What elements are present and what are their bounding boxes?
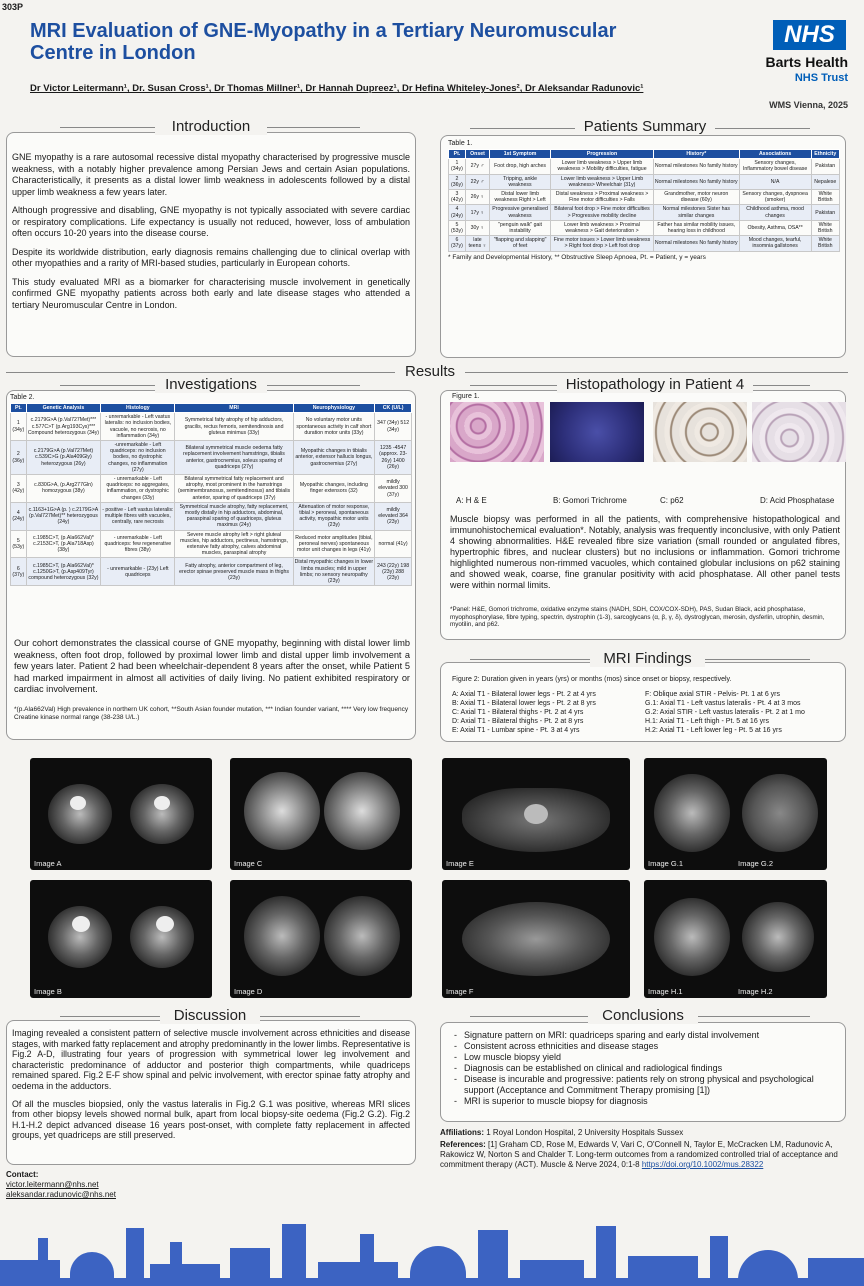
table-cell: N/A [739, 174, 811, 189]
table-cell: Normal milestones Sister has similar changes [653, 205, 739, 220]
table-cell: Normal milestones No family history [653, 159, 739, 174]
image-g2-label: Image G.2 [738, 859, 774, 868]
table-header-cell: Ethnicity [811, 150, 839, 159]
table-cell: mildly elevated 364 (23y) [375, 502, 412, 530]
left-thigh-section [244, 896, 320, 976]
table-header-cell: History* [653, 150, 739, 159]
introduction-text [12, 152, 410, 318]
table-cell: 4 (24y) [449, 205, 466, 220]
table-cell: White British [811, 220, 839, 235]
table-cell: mildly elevated 300 (37y) [375, 475, 412, 503]
poster-title: MRI Evaluation of GNE-Myopathy in a Tertiary Neuromuscular Centre in London [30, 20, 617, 64]
contact-email-1[interactable]: victor.leitermann@nhs.net [6, 1180, 99, 1189]
mri-image-c [230, 758, 412, 870]
table-cell: 5 (53y) [449, 220, 466, 235]
table-cell: Sensory changes, dyspnoea (smoker) [739, 190, 811, 205]
table-cell: Grandmother, motor neuron disease (60y) [653, 190, 739, 205]
table-header-cell: Associations [739, 150, 811, 159]
results-heading: Results [395, 363, 465, 380]
gomori-label: B: Gomori Trichrome [553, 496, 627, 505]
table-cell: 1 (34y) [11, 413, 27, 441]
right-thigh-section [324, 772, 400, 850]
investigation-row [11, 502, 412, 530]
table-cell: - unremarkable - Left vastus lateralis: no inclusion bodies, vacuole, no necrosis, no inflammation (34y) [101, 413, 175, 441]
mri-image-a [30, 758, 212, 870]
conclusions-list [454, 1030, 840, 1107]
table-cell: 1235 -4547 (approx. 23-26y) 1400 (26y) [375, 441, 412, 475]
table-cell: Bilateral foot drop > Fine motor difficulties > Progressive mobility decline [551, 205, 654, 220]
table-cell: White British [811, 236, 839, 251]
investigations-table [10, 403, 412, 586]
patient-row [449, 190, 840, 205]
image-h2-label: Image H.2 [738, 987, 773, 996]
discussion-text [12, 1028, 410, 1148]
discussion-paragraph-2: Of all the muscles biopsied, only the vastus lateralis in Fig.2 G.1 was positive, whereas MRI slices from other biopsy levels showed normal bulk, apart from local biopsy-site oedema (Fig.2 G.2). Fig.2 H.1-H.2 depict advanced disease 16 years post-onset, with complete fatty replacement in affected groups, yet quadriceps are still preserved. [12, 1098, 410, 1141]
table-cell: Pakistan [811, 159, 839, 174]
table-cell: 347 (34y) 512 (34y) [375, 413, 412, 441]
table-cell: Tripping, ankle weakness [490, 174, 551, 189]
table-cell: 2 (36y) [11, 441, 27, 475]
skyline-big-ben [282, 1224, 306, 1286]
investigation-row [11, 441, 412, 475]
table-header-cell: Progression [551, 150, 654, 159]
right-thigh-section [324, 896, 400, 976]
table-header-cell: Onset [465, 150, 489, 159]
conclusion-item: - MRI is superior to muscle biopsy for diagnosis [454, 1096, 840, 1107]
table-cell: Childhood asthma, mood changes [739, 205, 811, 220]
table-cell: - positive - Left vastus lateralis: multiple fibres with vacuoles, centrally, rare necrosis [101, 502, 175, 530]
intro-paragraph-4: This study evaluated MRI as a biomarker for characterising muscle involvement in genetically confirmed GNE myopathy patients across both early and late disease stages who attended a tertiary Neuromuscular Centre in London. [12, 276, 410, 310]
table-cell: Sensory changes, Inflammatory bowel disease [739, 159, 811, 174]
patient-row [449, 174, 840, 189]
table1-caption: Table 1. [448, 140, 473, 147]
h2-leg-section [742, 902, 814, 972]
table-cell: 6 (37y) [449, 236, 466, 251]
legend-h1: H.1: Axial T1 - Left thigh - Pt. 5 at 16 yrs [645, 718, 769, 725]
patients-table-block [448, 140, 840, 262]
table-cell: 1 (34y) [449, 159, 466, 174]
intro-paragraph-3: Despite its worldwide distribution, early diagnosis remains challenging due to clinical overlap with other myopathies and a rarity of MRI-based studies, particularly in European cohorts. [12, 246, 410, 268]
organisation-name: Barts Health [765, 54, 848, 70]
table-cell: Distal lower limb weakness Right > Left [490, 190, 551, 205]
acid-phosphatase-image [752, 402, 846, 462]
patient-row [449, 159, 840, 174]
table-cell: Symmetrical muscle atrophy, fatty replacement, mostly distally in hip adductors, abdominal, paraspinal sparing of quadriceps, gluteus maximus (24y) [175, 502, 293, 530]
table-cell: Normal milestones No family history [653, 174, 739, 189]
mri-legend-right [645, 690, 845, 735]
table-cell: Distal myopathic changes in lower limbs muscles; mild in upper limbs; no sensory neuropathy (23y) [294, 559, 374, 585]
table-cell: c.2179G>A (p.Val727Met)*** c.577C>T (p.Arg193Cys)*** Compound heterozygous (34y) [26, 413, 101, 441]
table-cell: 2 (36y) [449, 174, 466, 189]
he-label: A: H & E [456, 496, 487, 505]
histopathology-text: Muscle biopsy was performed in all the patients, with comprehensive histopathological and immunohistochemical evaluation*. Notably, analysis was frequently inconclusive, with only Patient 4 showing abnormalities. H&E revealed fibre size variation (small rounded or angulated fibres, hypertrophic fibres, and nuclear clusters) but no inclusions or inflammation. Gomori trichrome highlighted numerous non-rimmed vacuoles, which contained globular inclusions on p62 staining and showed weak, coarse, fine granular positivity with acid phosphatase. All other panel tests were within normal limits. [450, 514, 840, 590]
panel-note: *Panel: H&E, Gomori trichrome, oxidative enzyme stains (NADH, SDH, COX/COX-SDH), PAS, Sudan Black, acid phosphatase, myophosphorylase, fibre typing, spectrin, dystrophin (1-3), sarcoglycans (α, β, γ, δ), dystroglycan, merosin, dysferlin, utrophin, desmin, myotilin, and p62. [450, 606, 825, 629]
image-e-label: Image E [446, 859, 474, 868]
table-cell: Progressive generalised weakness [490, 205, 551, 220]
legend-f: F: Oblique axial STIR - Pelvis- Pt. 1 at 6 yrs [645, 691, 780, 698]
discussion-paragraph-1: Imaging revealed a consistent pattern of selective muscle involvement across ethnicities and disease stages, with marked fatty replacement and atrophy predominantly in the lower limbs. Representative is Fig.2 A-D, illustrating four years of progression with symmetrical lower leg involvement and characteristic predominance of adductor and posterior thigh compartments, while quadriceps remained spared. Fig.2 E-F show spinal and pelvic involvement, with erector spinae fatty atrophy and oedema in the adductors. [12, 1028, 411, 1091]
contact-block [6, 1170, 116, 1200]
table-cell: "flapping and slapping" of feet [490, 236, 551, 251]
table-cell: c.1163+1G>A (p. ) c.2179G>A (p.Val727Met)** heterozygous (24y) [26, 502, 101, 530]
table-cell: Fatty atrophy, anterior compartment of leg, erector spinae preserved muscle mass in thighs (23y) [175, 558, 293, 586]
references-block [440, 1140, 846, 1170]
investigation-row [11, 413, 412, 441]
affiliations-text: 1 Royal London Hospital, 2 University Hospitals Sussex [484, 1128, 684, 1137]
table-cell: Lower limb weakness > Proximal weakness > Gait deterioration > [551, 220, 654, 235]
he-stain-image [450, 402, 544, 462]
contact-label: Contact: [6, 1170, 39, 1179]
investigation-row [11, 558, 412, 586]
conclusion-item: - Diagnosis can be established on clinical and radiological findings [454, 1063, 840, 1074]
table-header-cell: 1st Symptom [490, 150, 551, 159]
image-d-label: Image D [234, 987, 263, 996]
table-cell: 30y ♀ [465, 220, 489, 235]
g1-thigh-section [654, 774, 730, 852]
table-cell: 4 (24y) [11, 502, 27, 530]
left-tibia [70, 796, 86, 810]
patient-row [449, 236, 840, 251]
table-cell: 3 (42y) [11, 475, 27, 503]
table-cell: Lower limb weakness > Upper limb weakness > Mobility difficulties, fatigue [551, 159, 654, 174]
skyline-base [0, 1278, 864, 1286]
table-cell: 3 (42y) [449, 190, 466, 205]
patients-table [448, 149, 840, 252]
table-header-cell: Pt. [449, 150, 466, 159]
p62-label: C: p62 [660, 496, 684, 505]
affiliations-block [440, 1128, 846, 1138]
p62-image [653, 402, 747, 462]
table-header-cell: Pt. [11, 404, 27, 413]
table-cell: - unremarkable - Left quadriceps: few regenerative fibres (38y) [101, 530, 175, 558]
reference-1: [1] Graham CD, Rose M, Edwards V, Vari C, O'Connell N, Taylor E, McCracken LM, Radunovic A, Rakowicz W, Norton S and Chalder T. Long-term outcomes from a randomized controlled trial of acceptance and commitment therapy (ACT). Muscle & Nerve 2024, 0:1-8 [440, 1140, 838, 1169]
image-a-label: Image A [34, 859, 62, 868]
table-header-cell: MRI [175, 404, 293, 413]
conclusion-item: - Low muscle biopsy yield [454, 1052, 840, 1063]
investigations-footnote [14, 706, 410, 722]
table-cell: Bilateral symmetrical muscle oedema fatty replacement involvement hamstrings, tibialis anterior, gastrocnemius, soleus sparing of quadriceps (27y) [175, 441, 293, 475]
image-c-label: Image C [234, 859, 263, 868]
variant-footnote: *(p.Ala662Val) High prevalence in northern UK cohort, **South Asian founder mutation, *** Indian founder variant, **** Very low frequency [14, 706, 409, 713]
image-g1-label: Image G.1 [648, 859, 684, 868]
mri-image-b [30, 880, 212, 998]
table-cell: 22y ♂ [465, 174, 489, 189]
conclusion-item: - Consistent across ethnicities and disease stages [454, 1041, 840, 1052]
table-cell: -unremarkable - Left quadriceps: no inclusion bodies, no dystrophic changes, no inflammation (27y) [101, 441, 175, 475]
table-cell: No voluntary motor units spontaneous activity in calf short duration motor units (33y) [293, 413, 375, 441]
left-thigh-section [244, 772, 320, 850]
table-cell: Nepalese [811, 174, 839, 189]
legend-g2: G.2: Axial STIR - Left vastus lateralis - Pt. 2 at 1 mo [645, 709, 805, 716]
pelvis-section [462, 902, 610, 976]
table-header-cell: CK (U/L) [375, 404, 412, 413]
table-cell: c.1985C>T, (p.Ala662Val)* c.1250G>T, (p.Asp409Tyr) compound heterozygous (32y) [26, 558, 101, 586]
table-header-cell: Neurophysiology [293, 404, 375, 413]
left-leg-section [48, 784, 112, 844]
right-leg-section [130, 784, 194, 844]
patient-row [449, 205, 840, 220]
legend-h2: H.2: Axial T1 - Left lower leg - Pt. 5 at 16 yrs [645, 727, 782, 734]
nhs-logo: NHS [773, 20, 846, 50]
poster-code: 303P [2, 2, 24, 12]
table-cell: Lower limb weakness > Upper Limb weakness> Wheelchair (31y) [551, 174, 654, 189]
figure1-caption: Figure 1. [452, 393, 480, 400]
table-cell: Severe muscle atrophy left > right gluteal muscles, hip adductors, pectineus, hamstrings, extensive fatty atrophy, calves abdominal muscles, paraspinal atrophy [175, 530, 293, 558]
mri-image-e [442, 758, 630, 870]
investigation-row [11, 530, 412, 558]
table-cell: c.2179G>A (p.Val727Met) c.539C>G (p.Ala409Gly) heterozygous (26y) [26, 441, 101, 475]
legend-c: C: Axial T1 - Bilateral thighs - Pt. 2 at 4 yrs [452, 709, 584, 716]
intro-paragraph-1: GNE myopathy is a rare autosomal recessive distal myopathy characterised by progressive muscle weakness, with a notably higher prevalence among Persian Jews and certain Asian populations. Characteristically, it presents as a distal lower limb weakness in adolescents followed by a distal upper limb weakness a few years later. [12, 152, 410, 197]
london-skyline-footer [0, 1218, 864, 1286]
ck-range-footnote: Creatine kinase normal range (38-238 U/L.) [14, 714, 140, 721]
image-f-label: Image F [446, 987, 474, 996]
legend-g1: G.1: Axial T1 - Left vastus lateralis - Pt. 4 at 3 mos [645, 700, 801, 707]
mri-image-h [644, 880, 827, 998]
investigations-heading: Investigations [155, 376, 267, 393]
table-cell: 243 (22y) 198 (23y) 288 (23y) [375, 558, 412, 586]
patient-row [449, 220, 840, 235]
table-cell: White British [811, 190, 839, 205]
legend-a: A: Axial T1 - Bilateral lower legs - Pt. 2 at 4 yrs [452, 691, 596, 698]
investigations-summary: Our cohort demonstrates the classical course of GNE myopathy, beginning with distal lower limb weakness, often foot drop, followed by proximal lower limb and distal upper limb involvement a few years later. Patient 2 had been wheelchair-dependent 8 years after the onset, while Patient 5 had marked impairment in almost all activities of daily living. No patient exhibited respiratory or cardiac involvement. [14, 638, 410, 694]
g2-thigh-section [742, 774, 818, 852]
table2-caption: Table 2. [10, 394, 35, 401]
reference-doi-link[interactable]: https://doi.org/10.1002/mus.28322 [641, 1160, 764, 1169]
mri-image-g [644, 758, 827, 870]
conclusion-item: - Disease is incurable and progressive: patients rely on strong physical and psychological support (Acceptance and Commitment Therapy promising [1]) [454, 1074, 840, 1096]
conclusions-heading: Conclusions [588, 1007, 698, 1024]
conference-label: WMS Vienna, 2025 [769, 100, 848, 110]
patients-summary-heading: Patients Summary [575, 118, 715, 135]
intro-paragraph-2: Although progressive and disabling, GNE myopathy is not typically associated with severe cardiac or respiratory complications. Life expectancy is usually not reduced, however, loss of ambulation often occurs 10-20 years into the disease course. [12, 205, 410, 238]
table-cell: - unremarkable - Left quadriceps: no aggregates, inflammation, or dystrophic changes (33y) [101, 475, 175, 503]
trust-name: NHS Trust [794, 72, 848, 84]
references-label: References: [440, 1140, 486, 1149]
table-cell: Mood changes, tearful, insomnia gallstones [739, 236, 811, 251]
introduction-heading: Introduction [155, 118, 267, 135]
right-tibia [154, 796, 170, 810]
right-tibia [156, 916, 174, 932]
left-tibia [72, 916, 90, 932]
table-cell: normal (41y) [375, 530, 412, 558]
mri-legend-left [452, 690, 648, 735]
table-cell: 6 (37y) [11, 558, 27, 586]
table-cell: 5 (53y) [11, 530, 27, 558]
table-cell: Myopathic changes in tibialis anterior, extensor hallucis longus, gastrocnemius (27y) [293, 441, 375, 475]
table-cell: late teens ♀ [465, 236, 489, 251]
table-cell: Distal weakness > Proximal weakness > Fine motor difficulties > Falls [551, 190, 654, 205]
table-cell: Myopathic changes, including finger extensors (32) [293, 475, 375, 503]
table-cell: - unremarkable - (23y) Left quadriceps [101, 558, 175, 586]
table-header-cell: Histology [101, 404, 175, 413]
figure2-caption: Figure 2: Duration given in years (yrs) or months (mos) since onset or biopsy, respectively. [452, 676, 732, 683]
table-cell: Foot drop, high arches [490, 159, 551, 174]
discussion-heading: Discussion [160, 1007, 260, 1024]
legend-e: E: Axial T1 - Lumbar spine - Pt. 3 at 4 yrs [452, 727, 580, 734]
affiliations-label: Affiliations: [440, 1128, 484, 1137]
table-cell: Father has similar mobility issues, hearing loss in childhood [653, 220, 739, 235]
table-cell: "penguin walk" gait instability [490, 220, 551, 235]
image-h1-label: Image H.1 [648, 987, 683, 996]
table-cell: c.830G>A, (p.Arg277Gln) homozygous (38y) [26, 475, 101, 503]
mri-image-d [230, 880, 412, 998]
table-cell: Obesity, Asthma, OSA** [739, 220, 811, 235]
table-cell: 27y ♂ [465, 159, 489, 174]
contact-email-2[interactable]: aleksandar.radunovic@nhs.net [6, 1190, 116, 1199]
investigation-row [11, 475, 412, 503]
table-cell: Bilateral symmetrical fatty replacement and atrophy, most prominent in the hamstrings (semimembranosus, semitendinosus) and tibialis anterior, sparing of quadriceps (37y) [175, 475, 293, 503]
table1-footnote: * Family and Developmental History, ** Obstructive Sleep Apnoea, Pt. = Patient, y = years [448, 253, 706, 261]
table-cell: Normal milestones No family history [653, 236, 739, 251]
legend-b: B: Axial T1 - Bilateral lower legs - Pt. 2 at 8 yrs [452, 700, 596, 707]
table-cell: Symmetrical fatty atrophy of hip adductors, gracilis, rectus femoris, semitendinosis and gluteus minimus (33y) [175, 413, 293, 441]
vertebra [524, 804, 548, 824]
acid-phosphatase-label: D: Acid Phosphatase [760, 496, 835, 505]
table-header-cell: Genetic Analysis [26, 404, 101, 413]
histopathology-heading: Histopathology in Patient 4 [557, 376, 753, 393]
image-b-label: Image B [34, 987, 62, 996]
table-cell: Pakistan [811, 205, 839, 220]
h1-thigh-section [654, 898, 730, 976]
skyline-shard [596, 1226, 616, 1286]
table-cell: Attenuation of motor response, tibial > peroneal, spontaneous activity, myopathic motor units (23y) [293, 502, 375, 530]
legend-d: D: Axial T1 - Bilateral thighs - Pt. 2 at 8 yrs [452, 718, 584, 725]
author-list: Dr Victor Leitermann¹, Dr. Susan Cross¹, Dr Thomas Millner¹, Dr Hannah Dupreez¹, Dr Hefina Whiteley-Jones², Dr Aleksandar Radunovic¹ [30, 83, 644, 94]
table-cell: c.1985C>T, (p.Ala662Val)* c.2153C>T, (p.Ala718Asp) (38y) [26, 530, 101, 558]
table-cell: Fine motor issues > Lower limb weakness > Right foot drop > Left foot drop [551, 236, 654, 251]
table-cell: 26y ♀ [465, 190, 489, 205]
mri-image-f [442, 880, 630, 998]
investigations-table-block [10, 394, 412, 586]
gomori-trichrome-image [550, 402, 644, 462]
conclusion-item: - Signature pattern on MRI: quadriceps sparing and early distal involvement [454, 1030, 840, 1041]
mri-findings-heading: MRI Findings [590, 650, 705, 667]
table-cell: Reduced motor amplitudes (tibial, peroneal nerves) spontaneous motor unit changes in legs (41y) [293, 530, 375, 558]
table-cell: 17y ♀ [465, 205, 489, 220]
